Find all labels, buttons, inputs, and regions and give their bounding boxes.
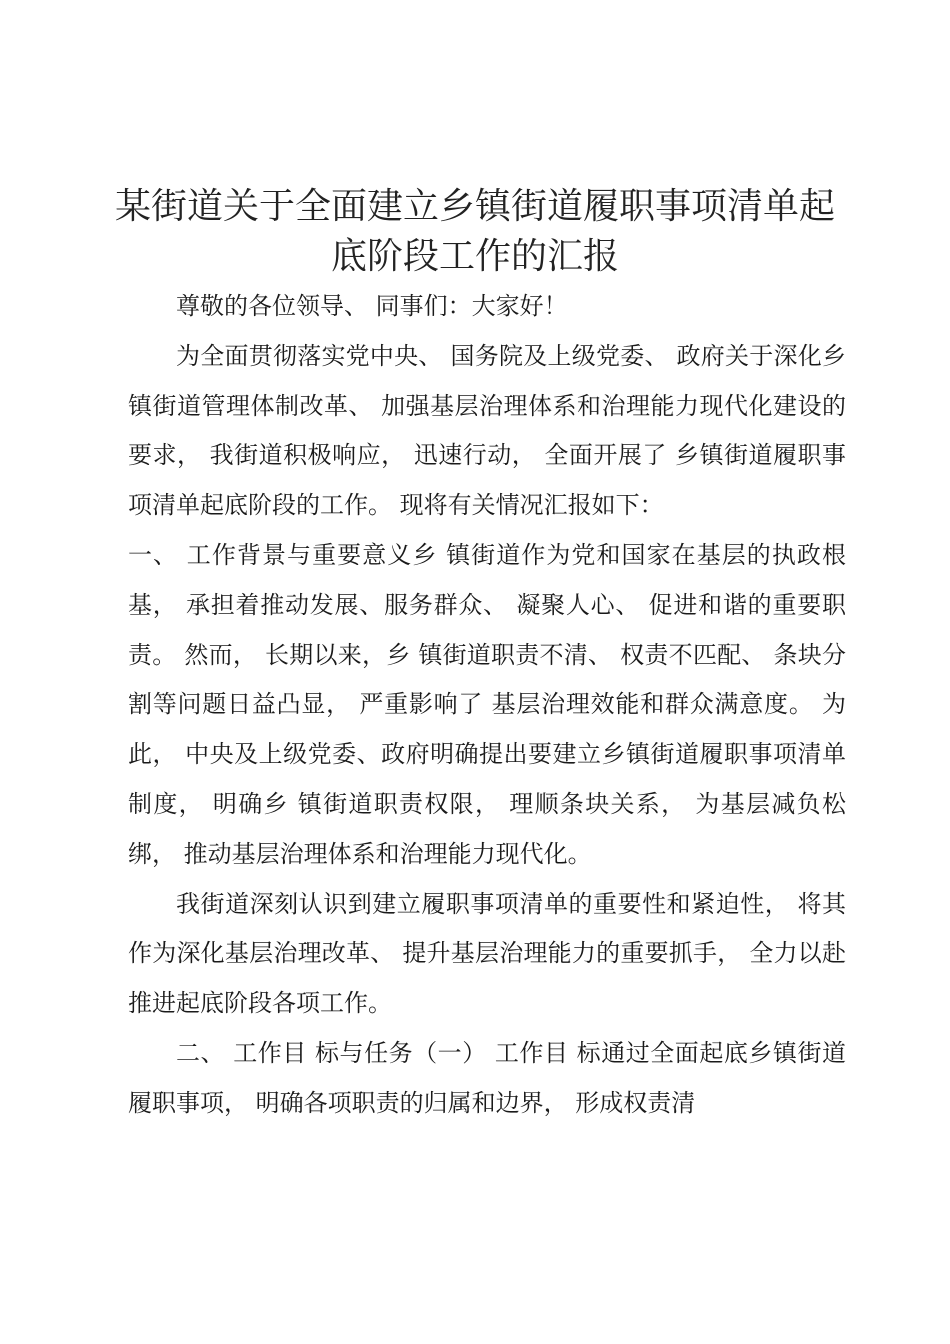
paragraph-intro: 为全面贯彻落实党中央、 国务院及上级党委、 政府关于深化乡 镇街道管理体制改革、 加强基层治理体系和治理能力现代化建设的要求， 我街道积极响应， 迅速行动， 全面开展了 乡镇街道履职事项清单起底阶段的工作。 现将有关情况汇报如下： [128,341,846,520]
document-title: 某街道关于全面建立乡镇街道履职事项清单起底阶段工作的汇报 [114,186,835,277]
paragraph-greeting: 尊敬的各位领导、 同事们：大家好！ [176,292,568,320]
paragraph-goals: 二、 工作目 标与任务（一） 工作目 标通过全面起底乡镇街道履职事项， 明确各项职责的归属和边界， 形成权责清 [128,1038,846,1117]
document-body [128,282,846,1129]
paragraph-background: 一、 工作背景与重要意义乡 镇街道作为党和国家在基层的执政根基， 承担着推动发展、服务群众、 凝聚人心、 促进和谐的重要职责。 然而， 长期以来，乡 镇街道职责不清、 权责不匹配、 条块分割等问题日益凸显， 严重影响了 基层治理效能和群众满意度。 为此， 中央及上级党委、政府明确提出要建立乡镇街道履职事项清单制度， 明确乡 镇街道职责权限， 理顺条块关系， 为基层减负松绑， 推动基层治理体系和治理能力现代化。 [128,540,846,868]
paragraph-recognition: 我街道深刻认识到建立履职事项清单的重要性和紧迫性， 将其作为深化基层治理改革、 提升基层治理能力的重要抓手， 全力以赴推进起底阶段各项工作。 [128,889,846,1018]
